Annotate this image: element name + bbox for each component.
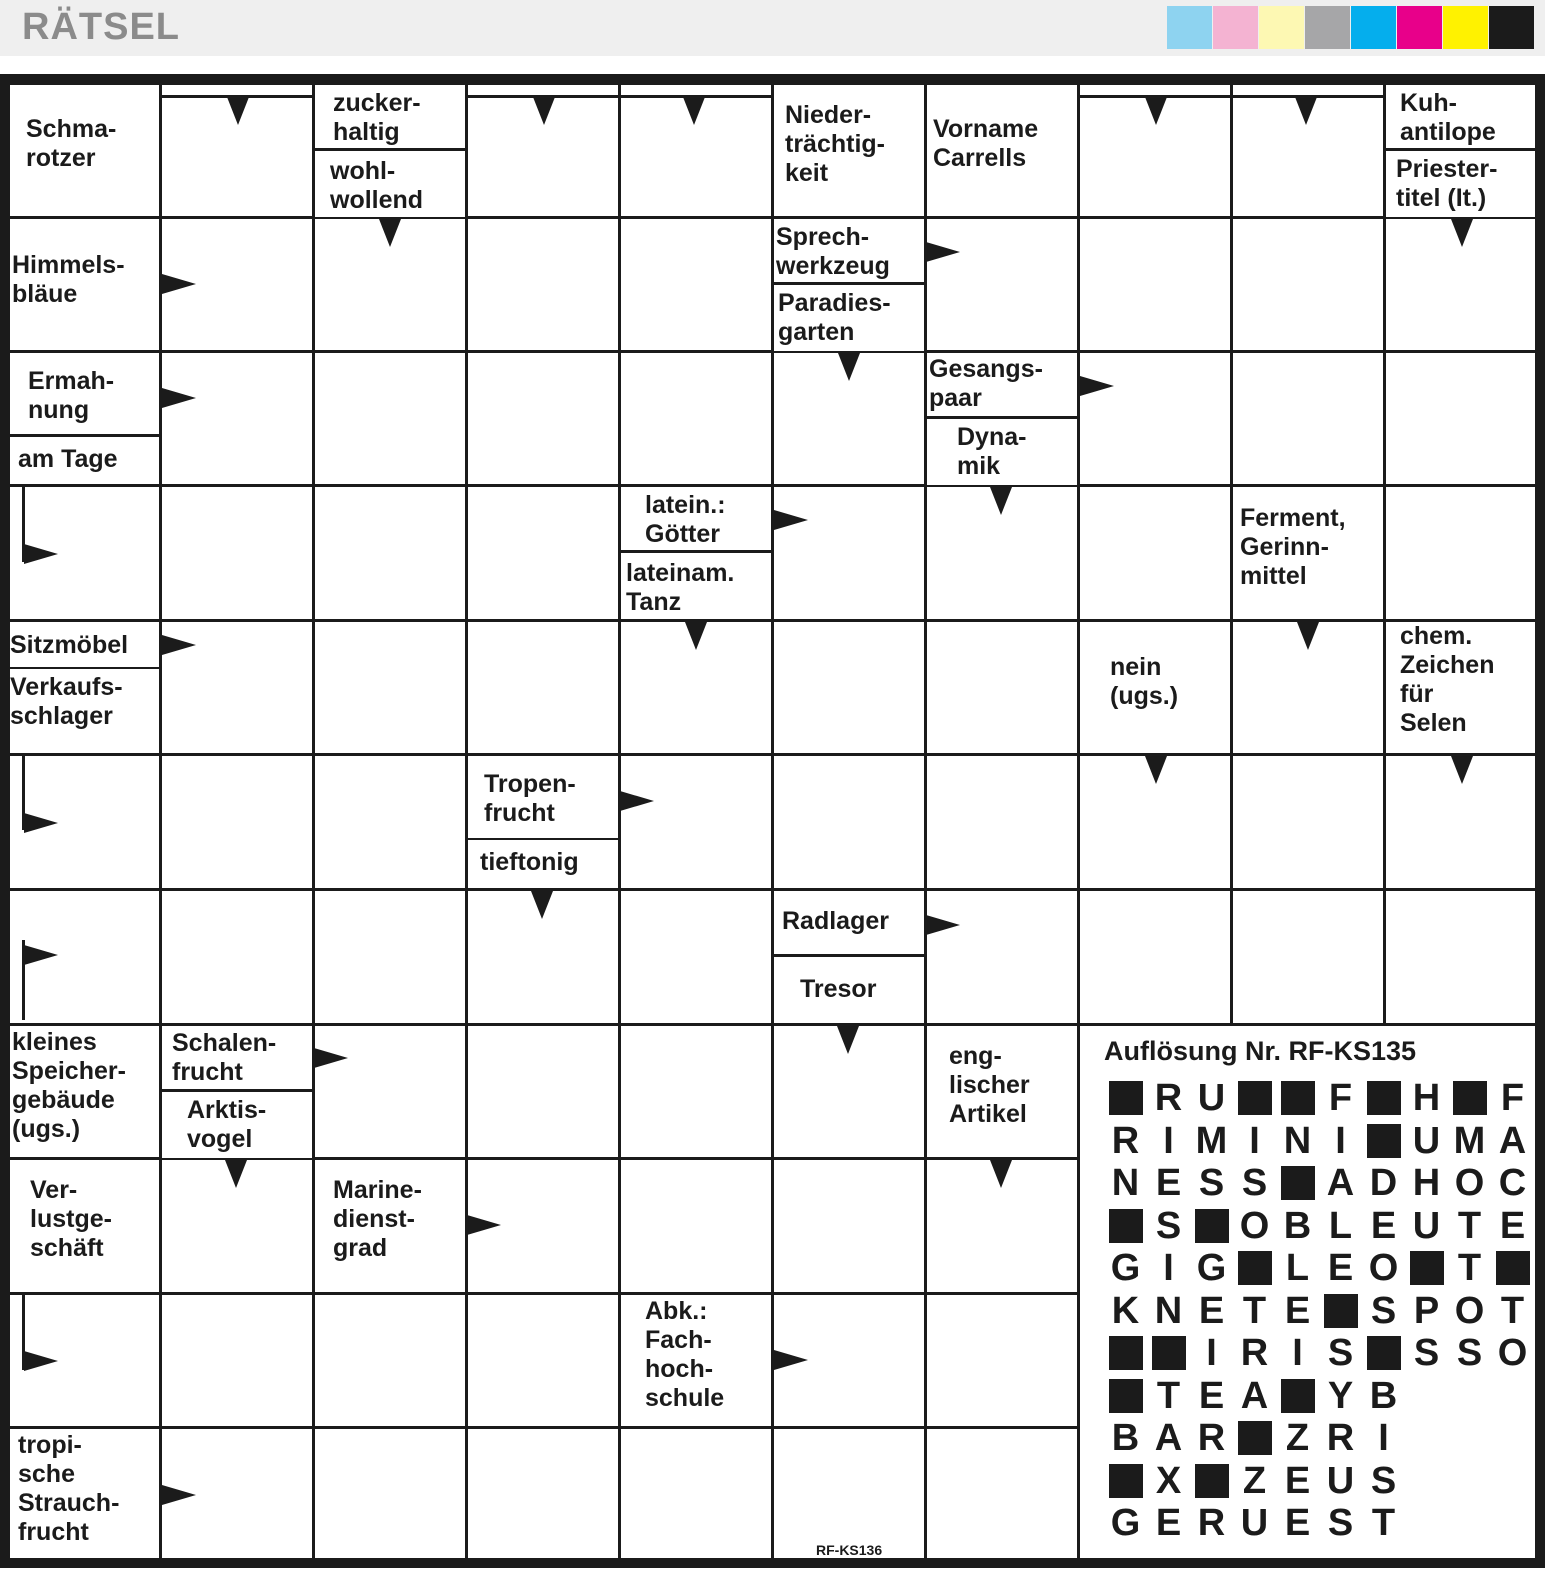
answer-cell[interactable] xyxy=(774,1429,924,1558)
solution-letter: T xyxy=(1457,1247,1482,1289)
solution-letter: M xyxy=(1453,1119,1486,1162)
answer-cell[interactable] xyxy=(774,622,924,753)
black-square xyxy=(1453,1081,1487,1115)
answer-cell[interactable] xyxy=(927,622,1077,753)
clue-abk-fachhochschule: Abk.: Fach- hoch- schule xyxy=(621,1295,771,1426)
answer-cell[interactable] xyxy=(927,1429,1077,1558)
solution-block xyxy=(1405,1248,1448,1288)
solution-letter: N xyxy=(1154,1289,1183,1332)
solution-block xyxy=(1233,1418,1276,1458)
solution-letter: S xyxy=(1370,1459,1397,1502)
solution-letter: I xyxy=(1292,1332,1303,1374)
solution-row xyxy=(1104,1503,1405,1543)
solution-letter: O xyxy=(1239,1204,1270,1247)
solution-letter: D xyxy=(1369,1162,1398,1204)
solution-row xyxy=(1104,1291,1534,1331)
answer-cell[interactable] xyxy=(315,756,465,888)
color-calibration-strip xyxy=(1167,6,1535,49)
black-square xyxy=(1281,1379,1315,1413)
black-square xyxy=(1238,1081,1272,1115)
clue-am-tage: am Tage xyxy=(10,437,159,484)
clue-tropenfrucht: Tropen- frucht xyxy=(468,756,618,838)
solution-letter: A xyxy=(1498,1119,1527,1162)
arrow-down-icon xyxy=(227,97,249,125)
solution-letter: A xyxy=(1154,1417,1183,1459)
solution-letter: F xyxy=(1500,1077,1525,1119)
color-swatch xyxy=(1489,6,1534,49)
solution-letter: H xyxy=(1412,1077,1441,1119)
arrow-down-icon xyxy=(990,487,1012,515)
answer-cell[interactable] xyxy=(162,891,312,1023)
arrow-right-icon xyxy=(24,945,58,965)
solution-letter: K xyxy=(1111,1289,1140,1332)
solution-letter: O xyxy=(1497,1332,1528,1374)
arrow-right-icon xyxy=(162,274,196,294)
solution-block xyxy=(1233,1078,1276,1118)
solution-letter: E xyxy=(1370,1204,1397,1247)
solution-letter: S xyxy=(1327,1502,1354,1544)
solution-block xyxy=(1104,1206,1147,1246)
solution-letter: S xyxy=(1198,1162,1225,1204)
answer-cell[interactable] xyxy=(927,756,1077,888)
black-square xyxy=(1195,1209,1229,1243)
answer-cell[interactable] xyxy=(468,622,618,753)
answer-cell[interactable] xyxy=(621,1160,771,1292)
solution-block xyxy=(1319,1291,1362,1331)
solution-letter: E xyxy=(1284,1502,1311,1544)
arrow-right-icon xyxy=(467,1215,501,1235)
solution-letter: R xyxy=(1197,1502,1226,1544)
answer-cell[interactable] xyxy=(1233,891,1383,1023)
solution-letter: U xyxy=(1197,1077,1226,1119)
solution-block xyxy=(1190,1461,1233,1501)
clue-niedertraechtigkeit: Nieder- trächtig- keit xyxy=(774,85,924,216)
solution-letter: E xyxy=(1155,1162,1182,1204)
solution-letter: R xyxy=(1326,1417,1355,1459)
solution-letter: E xyxy=(1198,1289,1225,1332)
answer-cell[interactable] xyxy=(315,1295,465,1426)
solution-block xyxy=(1362,1121,1405,1161)
solution-letter: S xyxy=(1327,1332,1354,1374)
answer-cell[interactable] xyxy=(621,891,771,1023)
solution-letter: T xyxy=(1156,1374,1181,1417)
color-swatch xyxy=(1351,6,1396,49)
solution-letter: N xyxy=(1111,1162,1140,1204)
solution-letter: U xyxy=(1326,1459,1355,1502)
solution-letter: T xyxy=(1371,1502,1396,1544)
puzzle-code: RF-KS136 xyxy=(816,1542,883,1558)
solution-row xyxy=(1104,1461,1405,1501)
puzzle-heading: RÄTSEL xyxy=(22,6,180,48)
arrow-down-icon xyxy=(990,1160,1012,1188)
solution-row xyxy=(1104,1248,1534,1288)
clue-paradiesgarten: Paradies- garten xyxy=(774,285,924,351)
arrow-right-icon xyxy=(314,1048,348,1068)
solution-letter: L xyxy=(1328,1204,1353,1247)
black-square xyxy=(1238,1421,1272,1455)
clue-chem-zeichen: chem. Zeichen für Selen xyxy=(1386,622,1535,753)
solution-letter: E xyxy=(1155,1502,1182,1544)
solution-block xyxy=(1448,1078,1491,1118)
solution-letter: U xyxy=(1412,1119,1441,1162)
solution-letter: G xyxy=(1196,1247,1227,1289)
arrow-down-icon xyxy=(533,97,555,125)
arrow-right-icon xyxy=(24,813,58,833)
solution-block xyxy=(1233,1248,1276,1288)
clue-schalenfrucht: Schalen- frucht xyxy=(162,1026,312,1089)
answer-cell[interactable] xyxy=(468,1295,618,1426)
answer-cell[interactable] xyxy=(1233,756,1383,888)
answer-cell[interactable] xyxy=(315,353,465,484)
solution-letter: X xyxy=(1155,1459,1182,1502)
solution-block xyxy=(1104,1333,1147,1373)
solution-letter: O xyxy=(1454,1162,1485,1204)
answer-cell[interactable] xyxy=(774,1160,924,1292)
arrow-down-icon xyxy=(1145,756,1167,784)
arrow-stem xyxy=(22,1295,25,1370)
solution-letter: A xyxy=(1240,1374,1269,1417)
clue-schmarotzer: Schma- rotzer xyxy=(10,85,159,216)
answer-cell[interactable] xyxy=(468,353,618,484)
black-square xyxy=(1109,1336,1143,1370)
arrow-right-icon xyxy=(926,242,960,262)
answer-cell[interactable] xyxy=(927,891,1077,1023)
answer-cell[interactable] xyxy=(315,891,465,1023)
clue-priestertitel: Priester- titel (It.) xyxy=(1386,151,1535,217)
solution-letter: Z xyxy=(1242,1459,1267,1502)
color-swatch xyxy=(1397,6,1442,49)
solution-letter: B xyxy=(1111,1417,1140,1459)
arrow-down-icon xyxy=(1145,97,1167,125)
clue-ferment: Ferment, Gerinn- mittel xyxy=(1233,487,1383,619)
solution-letter: S xyxy=(1413,1332,1440,1374)
solution-letter: P xyxy=(1413,1289,1440,1332)
clue-verkaufsschlager: Verkaufs- schlager xyxy=(10,669,159,753)
answer-cell[interactable] xyxy=(162,353,312,484)
clue-lateinam-tanz: lateinam. Tanz xyxy=(621,553,771,619)
arrow-down-icon xyxy=(225,1160,247,1188)
color-swatch xyxy=(1259,6,1304,49)
solution-letter: F xyxy=(1328,1077,1353,1119)
answer-cell[interactable] xyxy=(1386,891,1535,1023)
answer-cell[interactable] xyxy=(315,1429,465,1558)
black-square xyxy=(1281,1081,1315,1115)
solution-letter: E xyxy=(1284,1289,1311,1332)
arrow-right-icon xyxy=(620,791,654,811)
arrow-down-icon xyxy=(1451,219,1473,247)
arrow-down-icon xyxy=(379,219,401,247)
solution-title: Auflösung Nr. RF-KS135 xyxy=(1104,1036,1417,1066)
answer-cell[interactable] xyxy=(315,1026,465,1157)
solution-panel xyxy=(1080,1026,1535,1558)
solution-letter: G xyxy=(1110,1247,1141,1289)
answer-cell[interactable] xyxy=(468,219,618,350)
answer-cell[interactable] xyxy=(1080,219,1230,350)
answer-cell[interactable] xyxy=(774,487,924,619)
answer-cell[interactable] xyxy=(1080,487,1230,619)
solution-letter: E xyxy=(1198,1374,1225,1417)
arrow-down-icon xyxy=(838,353,860,381)
solution-letter: C xyxy=(1498,1162,1527,1204)
black-square xyxy=(1281,1166,1315,1200)
answer-cell[interactable] xyxy=(621,219,771,350)
solution-block xyxy=(1190,1206,1233,1246)
header-bar xyxy=(0,0,1545,56)
solution-letter: E xyxy=(1284,1459,1311,1502)
answer-cell[interactable] xyxy=(315,622,465,753)
clue-nein-ugs: nein (ugs.) xyxy=(1080,622,1230,753)
black-square xyxy=(1109,1081,1143,1115)
answer-cell[interactable] xyxy=(468,1429,618,1558)
answer-cell[interactable] xyxy=(1080,891,1230,1023)
black-square xyxy=(1496,1251,1530,1285)
answer-cell[interactable] xyxy=(621,1026,771,1157)
black-square xyxy=(1109,1209,1143,1243)
answer-cell[interactable] xyxy=(621,353,771,484)
solution-row xyxy=(1104,1206,1534,1246)
solution-letter: R xyxy=(1111,1119,1140,1162)
arrow-stem xyxy=(22,756,25,830)
clue-wohlwollend: wohl- wollend xyxy=(315,151,465,217)
solution-letter: A xyxy=(1326,1162,1355,1204)
solution-letter: I xyxy=(1249,1119,1260,1162)
arrow-right-icon xyxy=(926,915,960,935)
solution-letter: Z xyxy=(1285,1417,1310,1459)
arrow-right-icon xyxy=(24,1351,58,1371)
clue-kuhantilope: Kuh- antilope xyxy=(1386,85,1535,148)
solution-letter: S xyxy=(1241,1162,1268,1204)
solution-letter: R xyxy=(1240,1332,1269,1374)
solution-letter: T xyxy=(1500,1289,1525,1332)
solution-row xyxy=(1104,1163,1534,1203)
answer-cell[interactable] xyxy=(162,1295,312,1426)
solution-letter: S xyxy=(1155,1204,1182,1247)
solution-block xyxy=(1147,1333,1190,1373)
black-square xyxy=(1152,1336,1186,1370)
answer-cell[interactable] xyxy=(927,1295,1077,1426)
clue-vorname-carrells: Vorname Carrells xyxy=(927,85,1077,216)
arrow-down-icon xyxy=(1297,622,1319,650)
clue-marinedienstgrad: Marine- dienst- grad xyxy=(315,1160,465,1292)
solution-block xyxy=(1276,1078,1319,1118)
arrow-right-icon xyxy=(1080,376,1114,396)
solution-letter: L xyxy=(1285,1247,1310,1289)
arrow-stem xyxy=(22,940,25,1020)
arrow-right-icon xyxy=(774,1350,808,1370)
arrow-down-icon xyxy=(837,1026,859,1054)
black-square xyxy=(1238,1251,1272,1285)
solution-block xyxy=(1276,1163,1319,1203)
solution-letter: I xyxy=(1163,1247,1174,1289)
color-swatch xyxy=(1305,6,1350,49)
arrow-down-icon xyxy=(1451,756,1473,784)
solution-letter: R xyxy=(1154,1077,1183,1119)
answer-cell[interactable] xyxy=(468,487,618,619)
black-square xyxy=(1109,1464,1143,1498)
solution-letter: E xyxy=(1499,1204,1526,1247)
answer-cell[interactable] xyxy=(621,1429,771,1558)
clue-verlustgeschaeft: Ver- lustge- schäft xyxy=(10,1160,159,1292)
answer-cell[interactable] xyxy=(1386,353,1535,484)
clue-kleines-speichergebaeude: kleines Speicher- gebäude (ugs.) xyxy=(10,1026,159,1157)
solution-row xyxy=(1104,1078,1534,1118)
answer-cell[interactable] xyxy=(1080,353,1230,484)
answer-cell[interactable] xyxy=(1233,219,1383,350)
black-square xyxy=(1367,1081,1401,1115)
answer-cell[interactable] xyxy=(315,487,465,619)
solution-letter: T xyxy=(1242,1289,1267,1332)
black-square xyxy=(1367,1124,1401,1158)
color-swatch xyxy=(1443,6,1488,49)
solution-letter: S xyxy=(1456,1332,1483,1374)
solution-letter: U xyxy=(1240,1502,1269,1544)
clue-gesangspaar: Gesangs- paar xyxy=(927,353,1077,416)
solution-letter: I xyxy=(1163,1119,1174,1162)
solution-row xyxy=(1104,1333,1534,1373)
solution-block xyxy=(1276,1376,1319,1416)
arrow-stem xyxy=(22,487,25,562)
arrow-down-icon xyxy=(531,891,553,919)
clue-radlager: Radlager xyxy=(774,891,924,954)
color-swatch xyxy=(1167,6,1212,49)
answer-cell[interactable] xyxy=(1386,487,1535,619)
clue-tresor: Tresor xyxy=(774,957,924,1023)
solution-letter: U xyxy=(1412,1204,1441,1247)
clue-arktisvogel: Arktis- vogel xyxy=(162,1092,312,1158)
black-square xyxy=(1367,1336,1401,1370)
solution-letter: Y xyxy=(1327,1374,1354,1417)
clue-dynamik: Dyna- mik xyxy=(927,419,1077,485)
solution-row xyxy=(1104,1376,1405,1416)
solution-block xyxy=(1104,1078,1147,1118)
solution-letter: G xyxy=(1110,1502,1141,1544)
answer-cell[interactable] xyxy=(1233,353,1383,484)
arrow-down-icon xyxy=(685,622,707,650)
black-square xyxy=(1410,1251,1444,1285)
solution-letter: I xyxy=(1378,1417,1389,1459)
arrow-down-icon xyxy=(1295,97,1317,125)
arrow-down-icon xyxy=(683,97,705,125)
solution-letter: M xyxy=(1195,1119,1228,1162)
clue-latein-goetter: latein.: Götter xyxy=(621,487,771,550)
answer-cell[interactable] xyxy=(621,756,771,888)
solution-letter: O xyxy=(1454,1289,1485,1332)
black-square xyxy=(1324,1294,1358,1328)
solution-letter: O xyxy=(1368,1247,1399,1289)
arrow-right-icon xyxy=(162,388,196,408)
solution-letter: H xyxy=(1412,1162,1441,1204)
color-swatch xyxy=(1213,6,1258,49)
clue-englischer-artikel: eng- lischer Artikel xyxy=(927,1026,1077,1157)
arrow-right-icon xyxy=(162,1485,196,1505)
solution-block xyxy=(1104,1376,1147,1416)
clue-himmelsblaeue: Himmels- bläue xyxy=(10,219,159,350)
arrow-right-icon xyxy=(162,635,196,655)
solution-block xyxy=(1362,1333,1405,1373)
arrow-right-icon xyxy=(774,510,808,530)
clue-tropische-strauchfrucht: tropi- sche Strauch- frucht xyxy=(10,1429,159,1558)
solution-letter: I xyxy=(1206,1332,1217,1374)
solution-letter: T xyxy=(1457,1204,1482,1247)
clue-tieftonig: tieftonig xyxy=(468,840,618,888)
solution-letter: E xyxy=(1327,1247,1354,1289)
answer-cell[interactable] xyxy=(162,756,312,888)
solution-letter: B xyxy=(1369,1374,1398,1417)
black-square xyxy=(1195,1464,1229,1498)
answer-cell[interactable] xyxy=(468,1026,618,1157)
solution-letter: N xyxy=(1283,1119,1312,1162)
clue-zuckerhaltig: zucker- haltig xyxy=(315,85,465,148)
clue-ermahnung: Ermah- nung xyxy=(10,353,159,434)
solution-letter: S xyxy=(1370,1289,1397,1332)
solution-block xyxy=(1362,1078,1405,1118)
answer-cell[interactable] xyxy=(927,219,1077,350)
solution-row xyxy=(1104,1418,1405,1458)
solution-block xyxy=(1104,1461,1147,1501)
arrow-right-icon xyxy=(24,544,58,564)
solution-row xyxy=(1104,1121,1534,1161)
solution-letter: I xyxy=(1335,1119,1346,1162)
answer-cell[interactable] xyxy=(774,756,924,888)
clue-sitzmoebel: Sitzmöbel xyxy=(10,622,159,667)
answer-cell[interactable] xyxy=(162,487,312,619)
solution-block xyxy=(1491,1248,1534,1288)
clue-sprechwerkzeug: Sprech- werkzeug xyxy=(774,219,924,282)
black-square xyxy=(1109,1379,1143,1413)
solution-letter: R xyxy=(1197,1417,1226,1459)
solution-letter: B xyxy=(1283,1204,1312,1247)
